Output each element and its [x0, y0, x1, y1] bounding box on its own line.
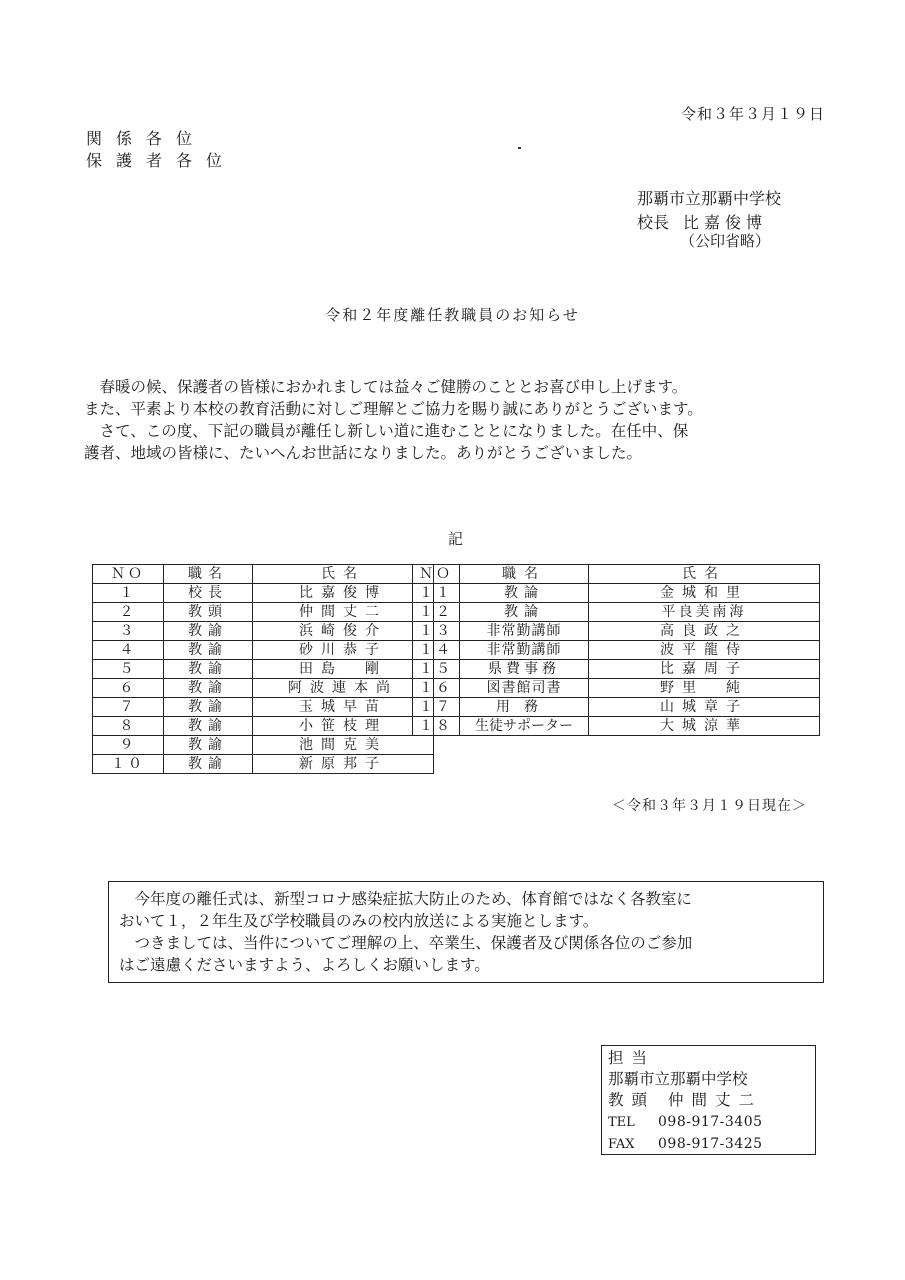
cell-no: ５: [93, 660, 164, 679]
addressee-guardians: 保護者各位: [86, 151, 237, 170]
cell-name: 野里 純: [589, 679, 820, 698]
contact-box: [601, 1045, 816, 1155]
cell-no: １４: [413, 641, 460, 660]
cell-no: ９: [93, 736, 164, 755]
table-row: [93, 584, 434, 603]
cell-name: 金城和里: [589, 584, 820, 603]
cell-position: 図書館司書: [460, 679, 589, 698]
table-row: [93, 603, 434, 622]
cell-position: 非常勤講師: [460, 641, 589, 660]
cell-position: 県費事務: [460, 660, 589, 679]
header-no: ＮＯ: [413, 565, 460, 584]
cell-name: 池間克美: [253, 736, 434, 755]
cell-no: １２: [413, 603, 460, 622]
addressee-related-parties: 関係各位: [86, 129, 207, 148]
cell-position: 教諭: [164, 736, 253, 755]
cell-name: 波平龍侍: [589, 641, 820, 660]
cell-name: 小笹枝理: [253, 717, 434, 736]
table-row: [413, 641, 820, 660]
table-row: [413, 603, 820, 622]
cell-name: 平良美南海: [589, 603, 820, 622]
document-title: 令和２年度離任教職員のお知らせ: [325, 306, 580, 324]
notice-line: はご遠慮くださいますよう、よろしくお願いします。: [119, 956, 490, 974]
tel-label: TEL: [608, 1115, 635, 1130]
cell-position: 教頭: [164, 603, 253, 622]
table-row: [413, 584, 820, 603]
cell-position: 教諭: [164, 717, 253, 736]
contact-person-name: 仲間丈二: [667, 1091, 762, 1109]
table-row: [413, 622, 820, 641]
staff-table-right: [412, 564, 820, 736]
cell-name: 砂川恭子: [253, 641, 434, 660]
cell-position: 教論: [460, 603, 589, 622]
header-position: 職名: [164, 565, 253, 584]
seal-note: （公印省略）: [680, 232, 771, 250]
as-of-date: ＜令和３年３月１９日現在＞: [612, 798, 807, 814]
cell-no: １５: [413, 660, 460, 679]
table-row: [93, 717, 434, 736]
cell-no: １１: [413, 584, 460, 603]
document-date: 令和３年３月１９日: [680, 105, 825, 123]
contact-person-title: 教頭: [608, 1091, 656, 1109]
tel-number: 098-917-3405: [658, 1114, 763, 1130]
cell-no: １７: [413, 698, 460, 717]
table-row: [413, 717, 820, 736]
cell-name: 比嘉周子: [589, 660, 820, 679]
cell-name: 大城涼華: [589, 717, 820, 736]
table-row: [413, 698, 820, 717]
cell-name: 阿波連本尚: [253, 679, 434, 698]
fax-number: 098-917-3425: [658, 1136, 763, 1152]
cell-position: 教諭: [164, 641, 253, 660]
header-no: ＮＯ: [93, 565, 164, 584]
cell-no: ４: [93, 641, 164, 660]
cell-position: 非常勤講師: [460, 622, 589, 641]
body-line: さて、この度、下記の職員が離任し新しい道に進むこととになりました。在任中、保: [84, 422, 689, 440]
cell-no: ２: [93, 603, 164, 622]
fax-label: FAX: [608, 1137, 635, 1152]
ki-heading: 記: [448, 530, 464, 548]
cell-no: ６: [93, 679, 164, 698]
contact-person: [608, 1090, 815, 1111]
table-row: [93, 755, 434, 774]
cell-no: ８: [93, 717, 164, 736]
cell-name: 高良政之: [589, 622, 820, 641]
header-position: 職名: [460, 565, 589, 584]
cell-no: １０: [93, 755, 164, 774]
notice-line: 今年度の離任式は、新型コロナ感染症拡大防止のため、体育館ではなく各教室に: [119, 890, 692, 908]
header-name: 氏名: [253, 565, 434, 584]
cell-position: 教諭: [164, 660, 253, 679]
table-header-row: [93, 565, 434, 584]
contact-tel: [608, 1111, 815, 1133]
contact-fax: [608, 1133, 815, 1155]
cell-name: 田島 剛: [253, 660, 434, 679]
cell-name: 浜崎俊介: [253, 622, 434, 641]
table-row: [93, 679, 434, 698]
cell-name: 新原邦子: [253, 755, 434, 774]
table-row: [93, 622, 434, 641]
cell-no: １: [93, 584, 164, 603]
sender-school: 那覇市立那覇中学校: [637, 189, 782, 208]
contact-school: 那覇市立那覇中学校: [608, 1070, 748, 1088]
notice-line: つきましては、当件についてご理解の上、卒業生、保護者及び関係各位のご参加: [119, 934, 693, 952]
table-row: [93, 641, 434, 660]
cell-position: 教諭: [164, 622, 253, 641]
cell-no: １６: [413, 679, 460, 698]
cell-position: 校長: [164, 584, 253, 603]
staff-table-left: [92, 564, 434, 774]
cell-name: 比嘉俊博: [253, 584, 434, 603]
cell-position: 教諭: [164, 698, 253, 717]
table-header-row: [413, 565, 820, 584]
cell-no: １８: [413, 717, 460, 736]
cell-name: 玉城早苗: [253, 698, 434, 717]
principal-name: 比嘉俊博: [683, 213, 768, 232]
body-line: 春暖の候、保護者の皆様におかれましては益々ご健勝のこととお喜び申し上げます。: [84, 378, 688, 396]
cell-position: 生徒サポーター: [460, 717, 589, 736]
scan-speck: [518, 147, 521, 149]
cell-position: 教諭: [164, 755, 253, 774]
cell-no: ７: [93, 698, 164, 717]
notice-box: [108, 881, 824, 983]
table-row: [93, 736, 434, 755]
table-row: [93, 698, 434, 717]
table-row: [93, 660, 434, 679]
notice-line: おいて１，２年生及び学校職員のみの校内放送による実施とします。: [119, 912, 599, 930]
cell-position: 教論: [460, 584, 589, 603]
header-name: 氏名: [589, 565, 820, 584]
body-line: また、平素より本校の教育活動に対しご理解とご協力を賜り誠にありがとうございます。: [84, 400, 703, 418]
cell-position: 用務: [460, 698, 589, 717]
cell-no: ３: [93, 622, 164, 641]
table-row: [413, 660, 820, 679]
cell-name: 山城章子: [589, 698, 820, 717]
cell-name: 仲間丈二: [253, 603, 434, 622]
table-row: [413, 679, 820, 698]
cell-no: １３: [413, 622, 460, 641]
contact-heading: 担当: [608, 1049, 656, 1067]
cell-position: 教諭: [164, 679, 253, 698]
body-line: 護者、地域の皆様に、たいへんお世話になりました。ありがとうございました。: [84, 444, 643, 462]
principal-title: 校長: [637, 213, 670, 232]
body-text: [84, 376, 829, 464]
